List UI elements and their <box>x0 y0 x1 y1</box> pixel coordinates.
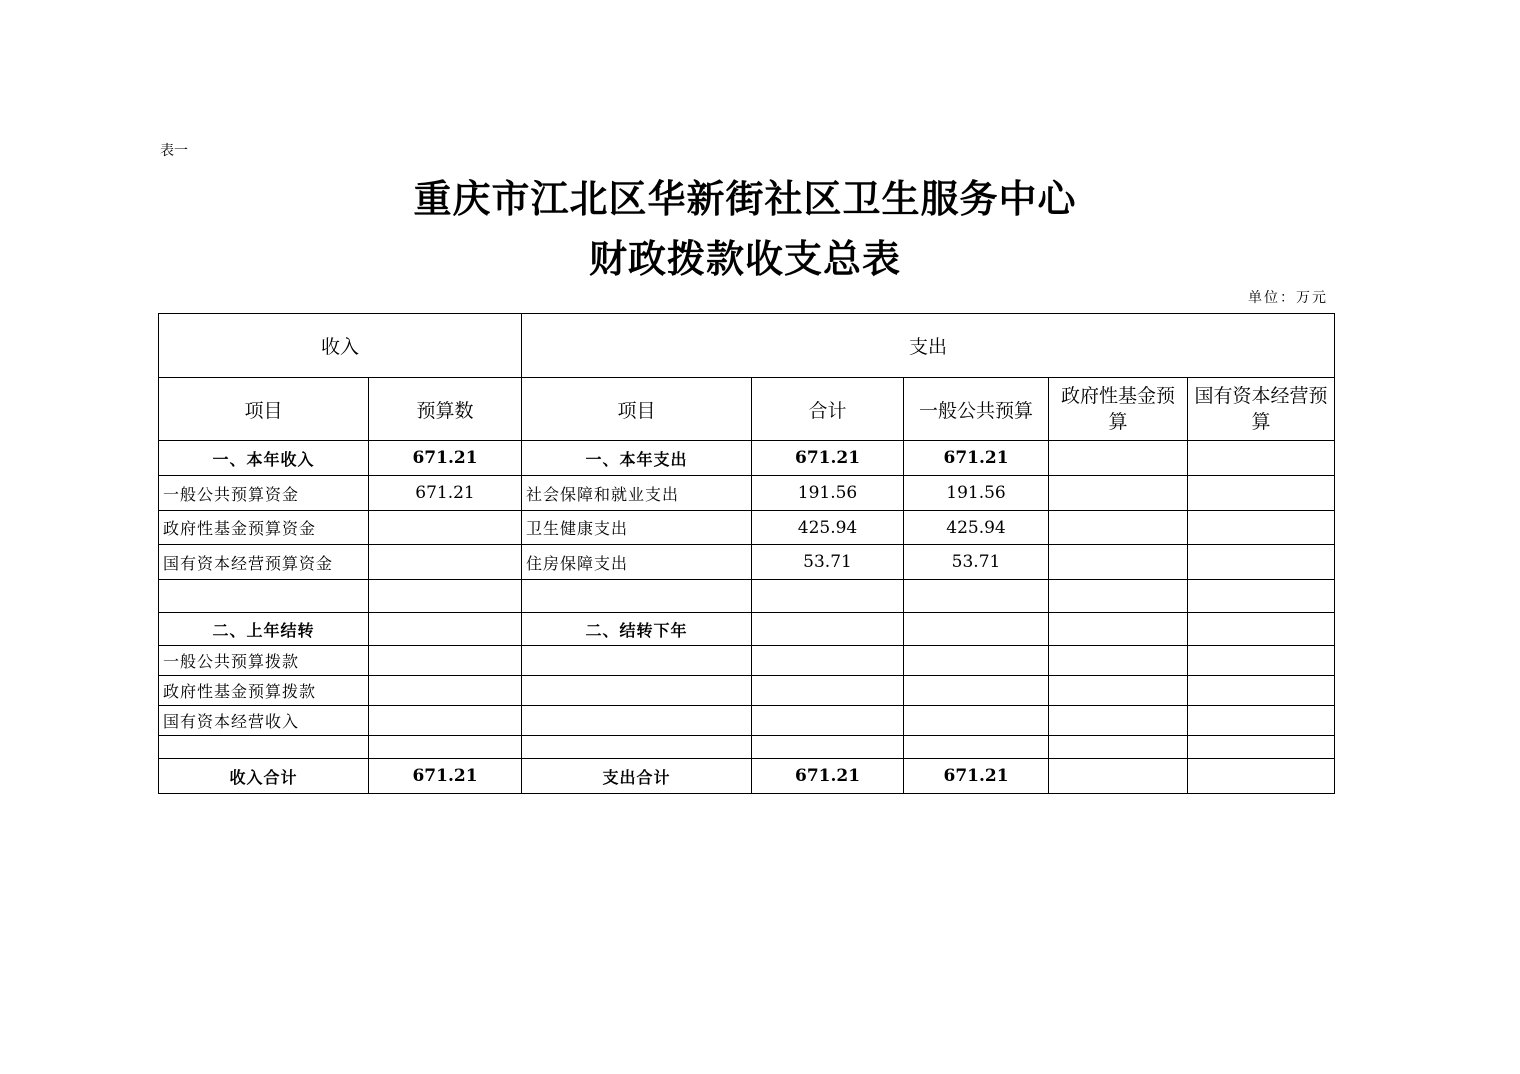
income-item: 国有资本经营收入 <box>159 706 369 736</box>
income-item: 政府性基金预算拨款 <box>159 676 369 706</box>
gov-fund-sum-value <box>1049 759 1188 794</box>
total-value: 191.56 <box>752 476 904 511</box>
state-capital-value <box>1188 441 1335 476</box>
state-capital-value <box>1188 476 1335 511</box>
total-header: 合计 <box>752 378 904 441</box>
income-total-value: 671.21 <box>369 759 522 794</box>
page-title-line2: 财政拨款收支总表 <box>588 236 901 281</box>
income-value <box>369 613 522 646</box>
income-item: 一、本年收入 <box>159 441 369 476</box>
table-label: 表一 <box>160 143 188 159</box>
table-row <box>159 441 1335 476</box>
total-value <box>752 613 904 646</box>
expense-item: 社会保障和就业支出 <box>522 476 752 511</box>
header-row-2 <box>159 378 1335 441</box>
header-row-1 <box>159 314 1335 378</box>
gov-fund-header: 政府性基金预算 <box>1049 378 1188 441</box>
general-value <box>904 613 1049 646</box>
state-capital-sum-value <box>1188 759 1335 794</box>
gov-fund-value <box>1049 545 1188 580</box>
totals-row <box>159 759 1335 794</box>
gov-fund-value <box>1049 511 1188 545</box>
general-value: 425.94 <box>904 511 1049 545</box>
unit-label: 单位：万元 <box>1248 290 1328 306</box>
table-row <box>159 511 1335 545</box>
expense-item: 卫生健康支出 <box>522 511 752 545</box>
general-public-header: 一般公共预算 <box>904 378 1049 441</box>
income-item: 二、上年结转 <box>159 613 369 646</box>
income-value: 671.21 <box>369 441 522 476</box>
income-item: 一般公共预算拨款 <box>159 646 369 676</box>
total-value: 425.94 <box>752 511 904 545</box>
general-value: 671.21 <box>904 441 1049 476</box>
gov-fund-value <box>1049 613 1188 646</box>
page-title-line1: 重庆市江北区华新街社区卫生服务中心 <box>413 176 1077 221</box>
income-item: 国有资本经营预算资金 <box>159 545 369 580</box>
state-capital-header: 国有资本经营预算 <box>1188 378 1335 441</box>
state-capital-value <box>1188 613 1335 646</box>
gov-fund-value <box>1049 476 1188 511</box>
table-row <box>159 545 1335 580</box>
income-value <box>369 511 522 545</box>
table-row <box>159 676 1335 706</box>
expense-item: 住房保障支出 <box>522 545 752 580</box>
gov-fund-value <box>1049 441 1188 476</box>
income-total-label: 收入合计 <box>159 759 369 794</box>
fiscal-summary-table <box>158 313 1335 794</box>
total-value: 53.71 <box>752 545 904 580</box>
state-capital-value <box>1188 545 1335 580</box>
income-item-header: 项目 <box>159 378 369 441</box>
table-row <box>159 613 1335 646</box>
income-value: 671.21 <box>369 476 522 511</box>
table-row <box>159 706 1335 736</box>
general-value: 191.56 <box>904 476 1049 511</box>
general-value: 53.71 <box>904 545 1049 580</box>
expense-item-header: 项目 <box>522 378 752 441</box>
expense-header: 支出 <box>522 314 1335 378</box>
table-row <box>159 646 1335 676</box>
expense-item: 二、结转下年 <box>522 613 752 646</box>
table-row <box>159 476 1335 511</box>
income-item: 政府性基金预算资金 <box>159 511 369 545</box>
table-row <box>159 580 1335 613</box>
income-item: 一般公共预算资金 <box>159 476 369 511</box>
expense-item: 一、本年支出 <box>522 441 752 476</box>
income-header: 收入 <box>159 314 522 378</box>
income-value <box>369 545 522 580</box>
general-sum-value: 671.21 <box>904 759 1049 794</box>
state-capital-value <box>1188 511 1335 545</box>
total-sum-value: 671.21 <box>752 759 904 794</box>
budget-amount-header: 预算数 <box>369 378 522 441</box>
expense-total-label: 支出合计 <box>522 759 752 794</box>
table-row <box>159 736 1335 759</box>
total-value: 671.21 <box>752 441 904 476</box>
